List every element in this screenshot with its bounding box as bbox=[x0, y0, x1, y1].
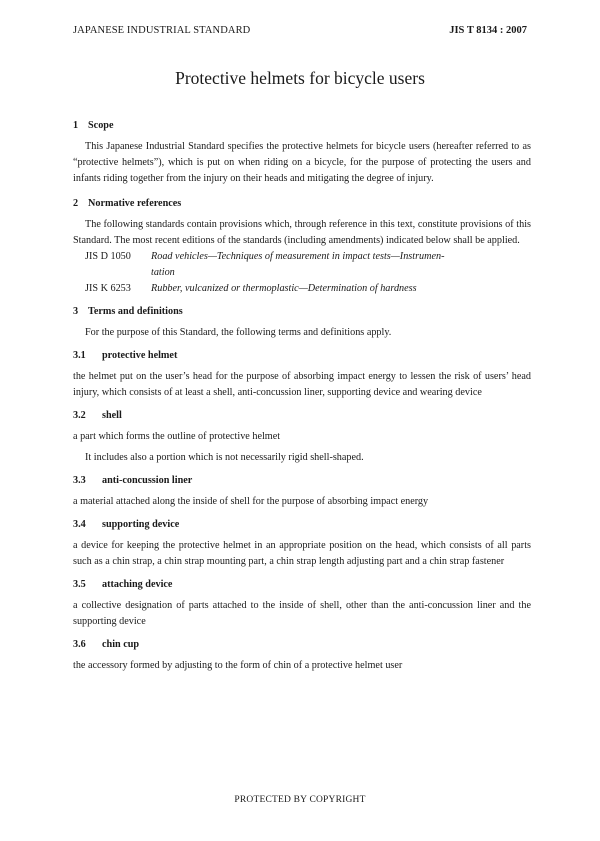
definition-heading: 3.1 protective helmet bbox=[73, 350, 178, 361]
section-title: Normative references bbox=[88, 198, 182, 209]
standard-number: JIS T 8134 : 2007 bbox=[449, 25, 527, 36]
copyright-footer: PROTECTED BY COPYRIGHT bbox=[234, 795, 366, 805]
section-title: Scope bbox=[88, 120, 114, 131]
section-number: 2 bbox=[73, 198, 79, 209]
definition-text: a collective designation of parts attached to the inside of shell, other than the anti-concussion liner and the supporting device bbox=[73, 600, 531, 627]
normative-paragraph: The following standards contain provisions which, through reference in this text, constitute provisions of this Standard. The most recent editions of the standards (including amendments) indicated below shall be applied. bbox=[73, 219, 531, 246]
reference-title: Rubber, vulcanized or thermoplastic—Determination of hardness bbox=[151, 283, 417, 294]
section-heading-scope bbox=[73, 118, 531, 134]
definition-text: a material attached along the inside of shell for the purpose of absorbing impact energy bbox=[73, 496, 429, 507]
definition-text: the accessory formed by adjusting to the form of chin of a protective helmet user bbox=[73, 660, 403, 671]
terms-paragraph: For the purpose of this Standard, the following terms and definitions apply. bbox=[85, 327, 392, 338]
definition-text: a device for keeping the protective helmet in an appropriate position on the head, which consists of all parts such as a chin strap, a chin strap mounting part, a chin strap length adjusting part and a chin strap fastener bbox=[73, 540, 531, 567]
definition-heading: 3.2 shell bbox=[73, 410, 122, 421]
scope-paragraph: This Japanese Industrial Standard specifies the protective helmets for bicycle users (hereafter referred to as “protective helmets”), which is put on when riding on a bicycle, for the purpose of protecting the users and infants riding together from the injury on their heads and mitigating the degree of injury. bbox=[73, 141, 531, 184]
reference-code: JIS D 1050 bbox=[85, 251, 131, 262]
definition-heading: 3.4 supporting device bbox=[73, 519, 180, 530]
definition-text: the helmet put on the user’s head for the purpose of absorbing impact energy to lessen the risk of users’ head injury, which consists of at least a shell, anti-concussion liner, supporting device and wearing device bbox=[73, 371, 531, 398]
document-body bbox=[73, 118, 531, 674]
definition-note: It includes also a portion which is not necessarily rigid shell-shaped. bbox=[85, 452, 364, 463]
section-number: 1 bbox=[73, 120, 79, 131]
page-title: Protective helmets for bicycle users bbox=[175, 68, 425, 88]
section-heading-normative bbox=[73, 196, 531, 212]
definition-heading: 3.5 attaching device bbox=[73, 579, 173, 590]
section-heading-terms bbox=[73, 304, 531, 320]
definition-heading: 3.6 chin cup bbox=[73, 639, 140, 650]
section-title: Terms and definitions bbox=[88, 306, 183, 317]
definition-heading: 3.3 anti-concussion liner bbox=[73, 475, 193, 486]
definition-text: a part which forms the outline of protective helmet bbox=[73, 431, 281, 442]
section-number: 3 bbox=[73, 306, 79, 317]
reference-item bbox=[73, 249, 531, 281]
reference-item bbox=[73, 281, 531, 297]
reference-title: Road vehicles—Techniques of measurement in impact tests—Instrumen- tation bbox=[151, 251, 445, 278]
reference-code: JIS K 6253 bbox=[85, 283, 131, 294]
standard-header: JAPANESE INDUSTRIAL STANDARD bbox=[73, 25, 251, 36]
